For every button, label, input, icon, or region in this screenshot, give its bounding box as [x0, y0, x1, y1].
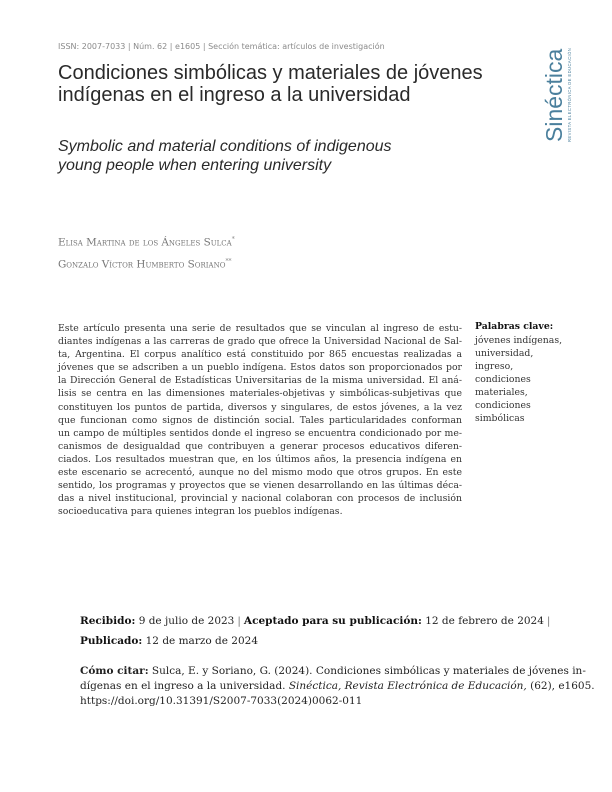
abstract-line: este escenario se acrecentó, aunque no del mismo modo que otros grupos. En este — [58, 467, 462, 479]
issn-line: ISSN: 2007-7033 | Núm. 62 | e1605 | Sección temática: artículos de investigación — [58, 42, 385, 51]
article-title-english — [58, 137, 498, 175]
keyword-line: condiciones — [475, 374, 531, 385]
received-label: Recibido: — [80, 615, 136, 627]
citation-text-1: Sulca, E. y Soriano, G. (2024). Condiciones simbólicas y materiales de jóvenes in- — [151, 665, 586, 677]
date-separator: | — [546, 615, 551, 627]
received-value: 9 de julio de 2023 — [138, 615, 235, 627]
abstract-line: un campo de múltiples sentidos donde el ingreso se encuentra condicionado por me- — [58, 427, 462, 439]
keywords-title: Palabras clave: — [475, 321, 554, 332]
dates-line-2 — [80, 631, 553, 651]
citation — [80, 664, 595, 709]
citation-line-2 — [80, 679, 595, 694]
abstract-line: sentido, los programas y proyectos que se vienen desarrollando en las últimas déca- — [58, 480, 462, 492]
title-es-line-1: Condiciones simbólicas y materiales de jóvenes — [58, 62, 483, 84]
keyword-line: ingreso, — [475, 361, 514, 372]
abstract-line: canismos de desigualdad que contribuyen a generar procesos educativos diferen- — [58, 440, 462, 452]
citation-doi-link[interactable]: https://doi.org/10.31391/S2007-7033(2024)0062-011 — [80, 695, 363, 707]
article-title-spanish — [58, 62, 498, 106]
keyword-line: condiciones — [475, 400, 531, 411]
date-separator: | — [237, 615, 241, 627]
abstract-line: socioeducativa para quienes integran los pueblos indígenas. — [58, 506, 343, 518]
abstract-line: ta, Argentina. El corpus analítico está constituido por 865 encuestas realizadas a — [58, 349, 462, 361]
journal-logo — [536, 38, 576, 148]
published-label: Publicado: — [80, 635, 143, 647]
abstract-line: Este artículo presenta una serie de resultados que se vinculan al ingreso de estu- — [58, 323, 462, 334]
abstract — [58, 322, 462, 518]
citation-label: Cómo citar: — [80, 665, 149, 677]
author-1-mark: * — [231, 236, 235, 243]
author-1-name: Elisa Martina de los Ángeles Sulca — [58, 236, 232, 249]
keyword-line: materiales, — [475, 387, 528, 398]
publication-dates — [80, 611, 553, 651]
citation-text-tail: (62), e1605. — [530, 680, 595, 692]
author-1 — [58, 230, 235, 252]
journal-logo-tagline: REVISTA ELECTRÓNICA DE EDUCACIÓN — [567, 47, 572, 142]
keywords-box — [475, 320, 575, 425]
author-2 — [58, 252, 235, 274]
accepted-label: Aceptado para su publicación: — [243, 615, 422, 627]
citation-line-1 — [80, 664, 586, 679]
published-value: 12 de marzo de 2024 — [145, 635, 259, 647]
author-2-mark: ** — [225, 258, 232, 266]
abstract-line: lisis se centra en las dimensiones materiales-objetivas y simbólicas-subjetivas que — [58, 388, 462, 400]
abstract-line: ciados. Los resultados muestran que, en los últimos años, la presencia indígena en — [58, 453, 462, 465]
title-es-line-2: indígenas en el ingreso a la universidad — [58, 84, 411, 106]
citation-text-2: dígenas en el ingreso a la universidad. — [80, 680, 286, 692]
citation-journal: Sinéctica, Revista Electrónica de Educación, — [288, 680, 527, 692]
abstract-line: que funcionan como signos de distinción social. Tales particularidades conforman — [58, 414, 462, 426]
accepted-value: 12 de febrero de 2024 — [425, 615, 544, 627]
dates-line-1 — [80, 611, 553, 631]
abstract-line: diantes indígenas a las carreras de grado que ofrece la Universidad Nacional de Sal- — [58, 336, 462, 348]
abstract-line: das a nivel institucional, provincial y nacional colaboran con procesos de inclusión — [58, 493, 462, 505]
abstract-line: constituyen los puntos de partida, diversos y singulares, de estos jóvenes, a la vez — [58, 401, 462, 413]
keyword-line: simbólicas — [475, 413, 525, 424]
keyword-line: universidad, — [475, 348, 534, 359]
journal-logo-name: Sinéctica — [541, 48, 567, 142]
author-list — [58, 230, 235, 275]
keyword-line: jóvenes indígenas, — [475, 335, 563, 346]
title-en-line-2: young people when entering university — [58, 157, 332, 174]
author-2-name: Gonzalo Víctor Humberto Soriano — [58, 258, 226, 271]
abstract-line: la Dirección General de Estadísticas Universitarias de la misma universidad. El aná- — [58, 375, 462, 387]
title-en-line-1: Symbolic and material conditions of indigenous — [58, 138, 392, 155]
abstract-line: jóvenes que se adscriben a un pueblo indígena. Estos datos son proporcionados por — [58, 362, 462, 374]
